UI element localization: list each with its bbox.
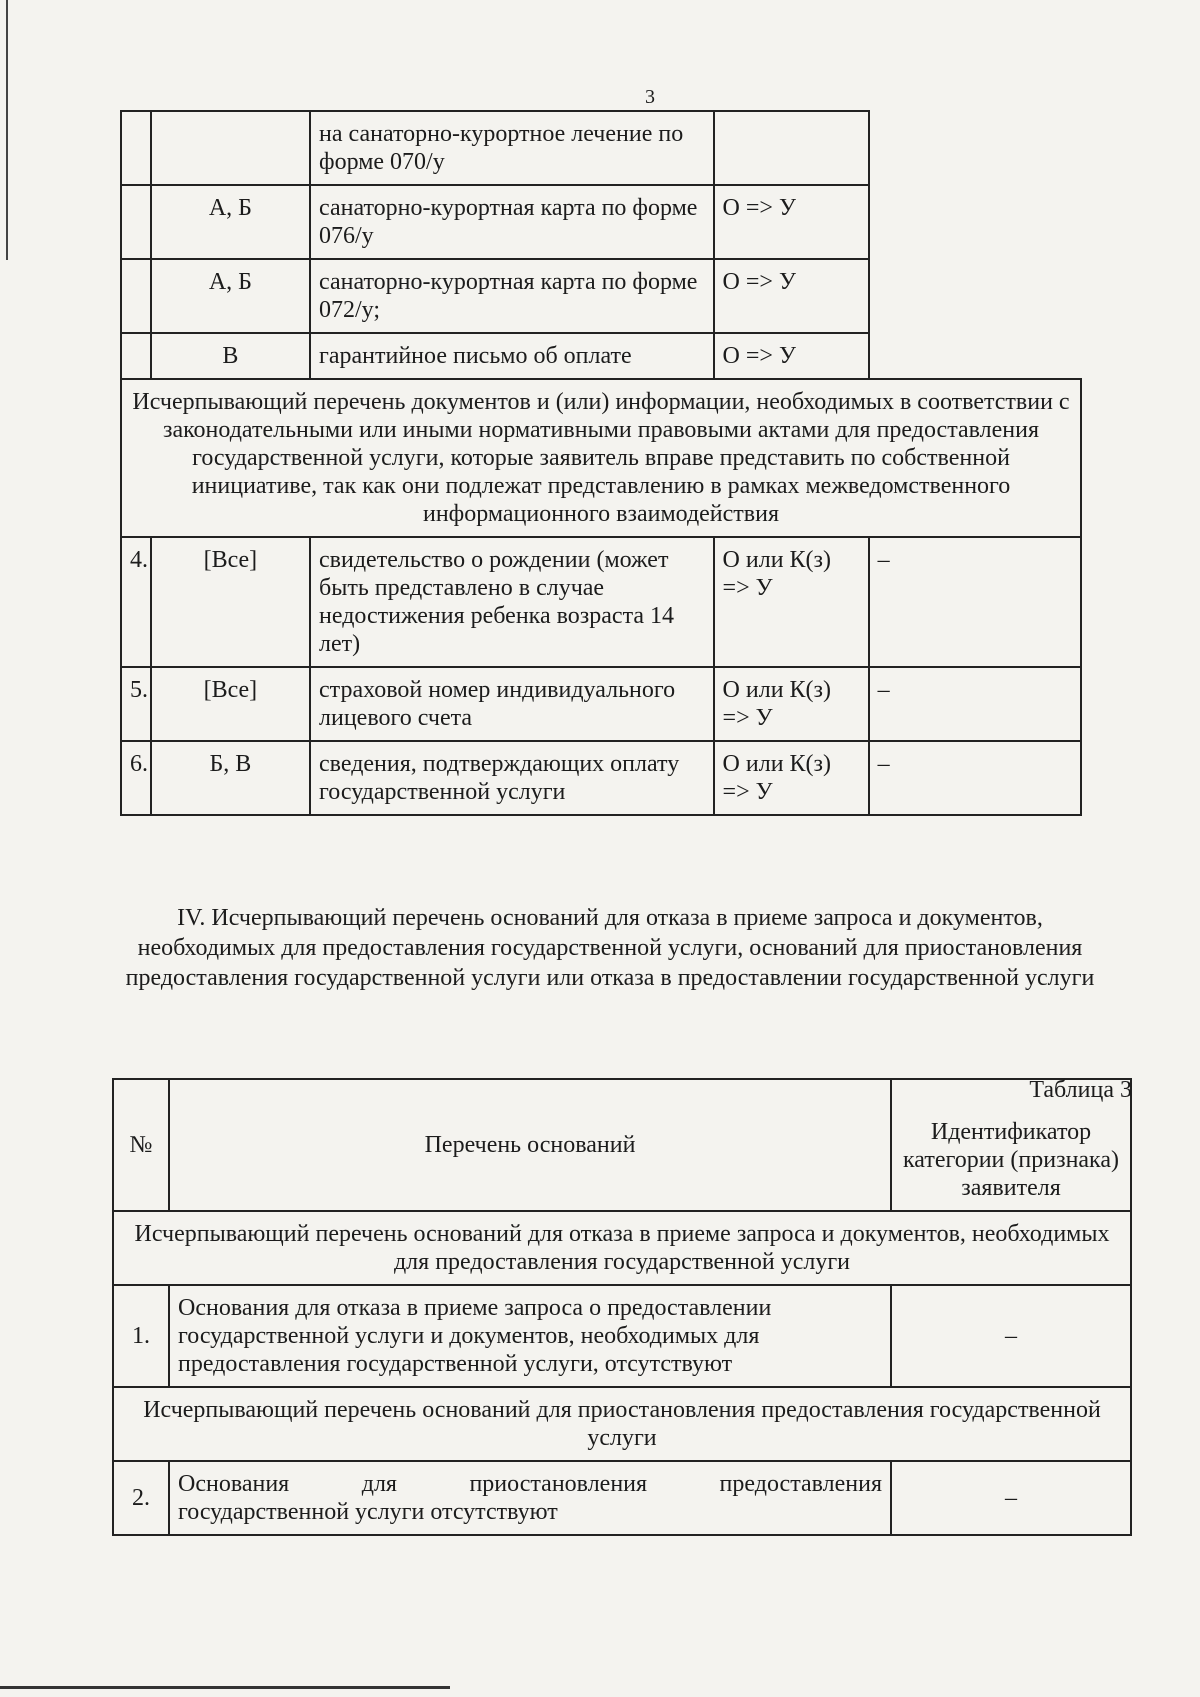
section-header-cell: Исчерпывающий перечень оснований для отказа в приеме запроса и документов, необходимых для предоставления государственной услуги: [113, 1211, 1131, 1285]
grounds-line: Основания для приостановления предоставления: [178, 1471, 882, 1497]
source-cell: О или К(з) => У: [714, 667, 869, 741]
header-identifier: Идентификатор категории (признака) заявителя: [891, 1079, 1131, 1211]
table-section-header: [113, 1211, 1131, 1285]
document-cell: санаторно-курортная карта по форме 076/у: [310, 185, 714, 259]
document-cell: санаторно-курортная карта по форме 072/у;: [310, 259, 714, 333]
num-cell: 4.: [121, 537, 151, 667]
source-cell: О => У: [714, 259, 869, 333]
num-cell: 1.: [113, 1285, 169, 1387]
num-cell: 6.: [121, 741, 151, 815]
source-cell: О => У: [714, 185, 869, 259]
section-header-cell: Исчерпывающий перечень оснований для приостановления предоставления государственной услуги: [113, 1387, 1131, 1461]
page-number: 3: [645, 86, 655, 108]
num-cell: [121, 111, 151, 185]
num-cell: [121, 259, 151, 333]
document-cell: свидетельство о рождении (может быть представлено в случае недостижения ребенка возраста 14 лет): [310, 537, 714, 667]
num-cell: [121, 185, 151, 259]
identifier-cell: –: [891, 1285, 1131, 1387]
category-cell: [Все]: [151, 667, 310, 741]
document-cell: страховой номер индивидуального лицевого счета: [310, 667, 714, 741]
category-cell: А, Б: [151, 185, 310, 259]
category-cell: [Все]: [151, 537, 310, 667]
note-cell: –: [869, 741, 1081, 815]
source-cell: О или К(з) => У: [714, 537, 869, 667]
table-row: [121, 667, 1081, 741]
grounds-line: государственной услуги отсутствуют: [178, 1499, 558, 1525]
empty-cell: [869, 111, 1081, 379]
table-section-header: [121, 379, 1081, 537]
category-cell: Б, В: [151, 741, 310, 815]
document-cell: на санаторно-курортное лечение по форме 070/у: [310, 111, 714, 185]
num-cell: 2.: [113, 1461, 169, 1535]
grounds-cell: [169, 1461, 891, 1535]
page-edge: [0, 1686, 450, 1689]
num-cell: 5.: [121, 667, 151, 741]
refusal-grounds-table: [112, 1078, 1132, 1536]
table-row: [113, 1285, 1131, 1387]
category-cell: [151, 111, 310, 185]
section-header-cell: Исчерпывающий перечень документов и (или) информации, необходимых в соответствии с законодательными или иными нормативными правовыми актами для предоставления государственной услуги, которые заявитель вправе представить по собственной инициативе, так как они подлежат представлению в рамках межведомственного информационного взаимодействия: [121, 379, 1081, 537]
category-cell: А, Б: [151, 259, 310, 333]
source-cell: [714, 111, 869, 185]
identifier-cell: –: [891, 1461, 1131, 1535]
table-caption: Таблица 3: [1029, 1077, 1132, 1103]
source-cell: О или К(з) => У: [714, 741, 869, 815]
note-cell: –: [869, 667, 1081, 741]
table-header-row: [113, 1079, 1131, 1211]
header-list: Перечень оснований: [169, 1079, 891, 1211]
category-cell: В: [151, 333, 310, 379]
table-row: [121, 537, 1081, 667]
table-row: [121, 111, 1081, 185]
grounds-cell: Основания для отказа в приеме запроса о предоставлении государственной услуги и документов, необходимых для предоставления государственной услуги, отсутствуют: [169, 1285, 891, 1387]
table-section-header: [113, 1387, 1131, 1461]
document-cell: сведения, подтверждающих оплату государственной услуги: [310, 741, 714, 815]
note-cell: –: [869, 537, 1081, 667]
header-num: №: [113, 1079, 169, 1211]
section-iv-heading: IV. Исчерпывающий перечень оснований для отказа в приеме запроса и документов, необходимых для предоставления государственной услуги, оснований для приостановления предоставления государственной услуги или отказа в предоставлении государственной услуги: [125, 905, 1095, 991]
source-cell: О => У: [714, 333, 869, 379]
page-edge: [6, 0, 8, 260]
documents-table: [120, 110, 1082, 816]
num-cell: [121, 333, 151, 379]
table-row: [113, 1461, 1131, 1535]
table-row: [121, 741, 1081, 815]
document-cell: гарантийное письмо об оплате: [310, 333, 714, 379]
